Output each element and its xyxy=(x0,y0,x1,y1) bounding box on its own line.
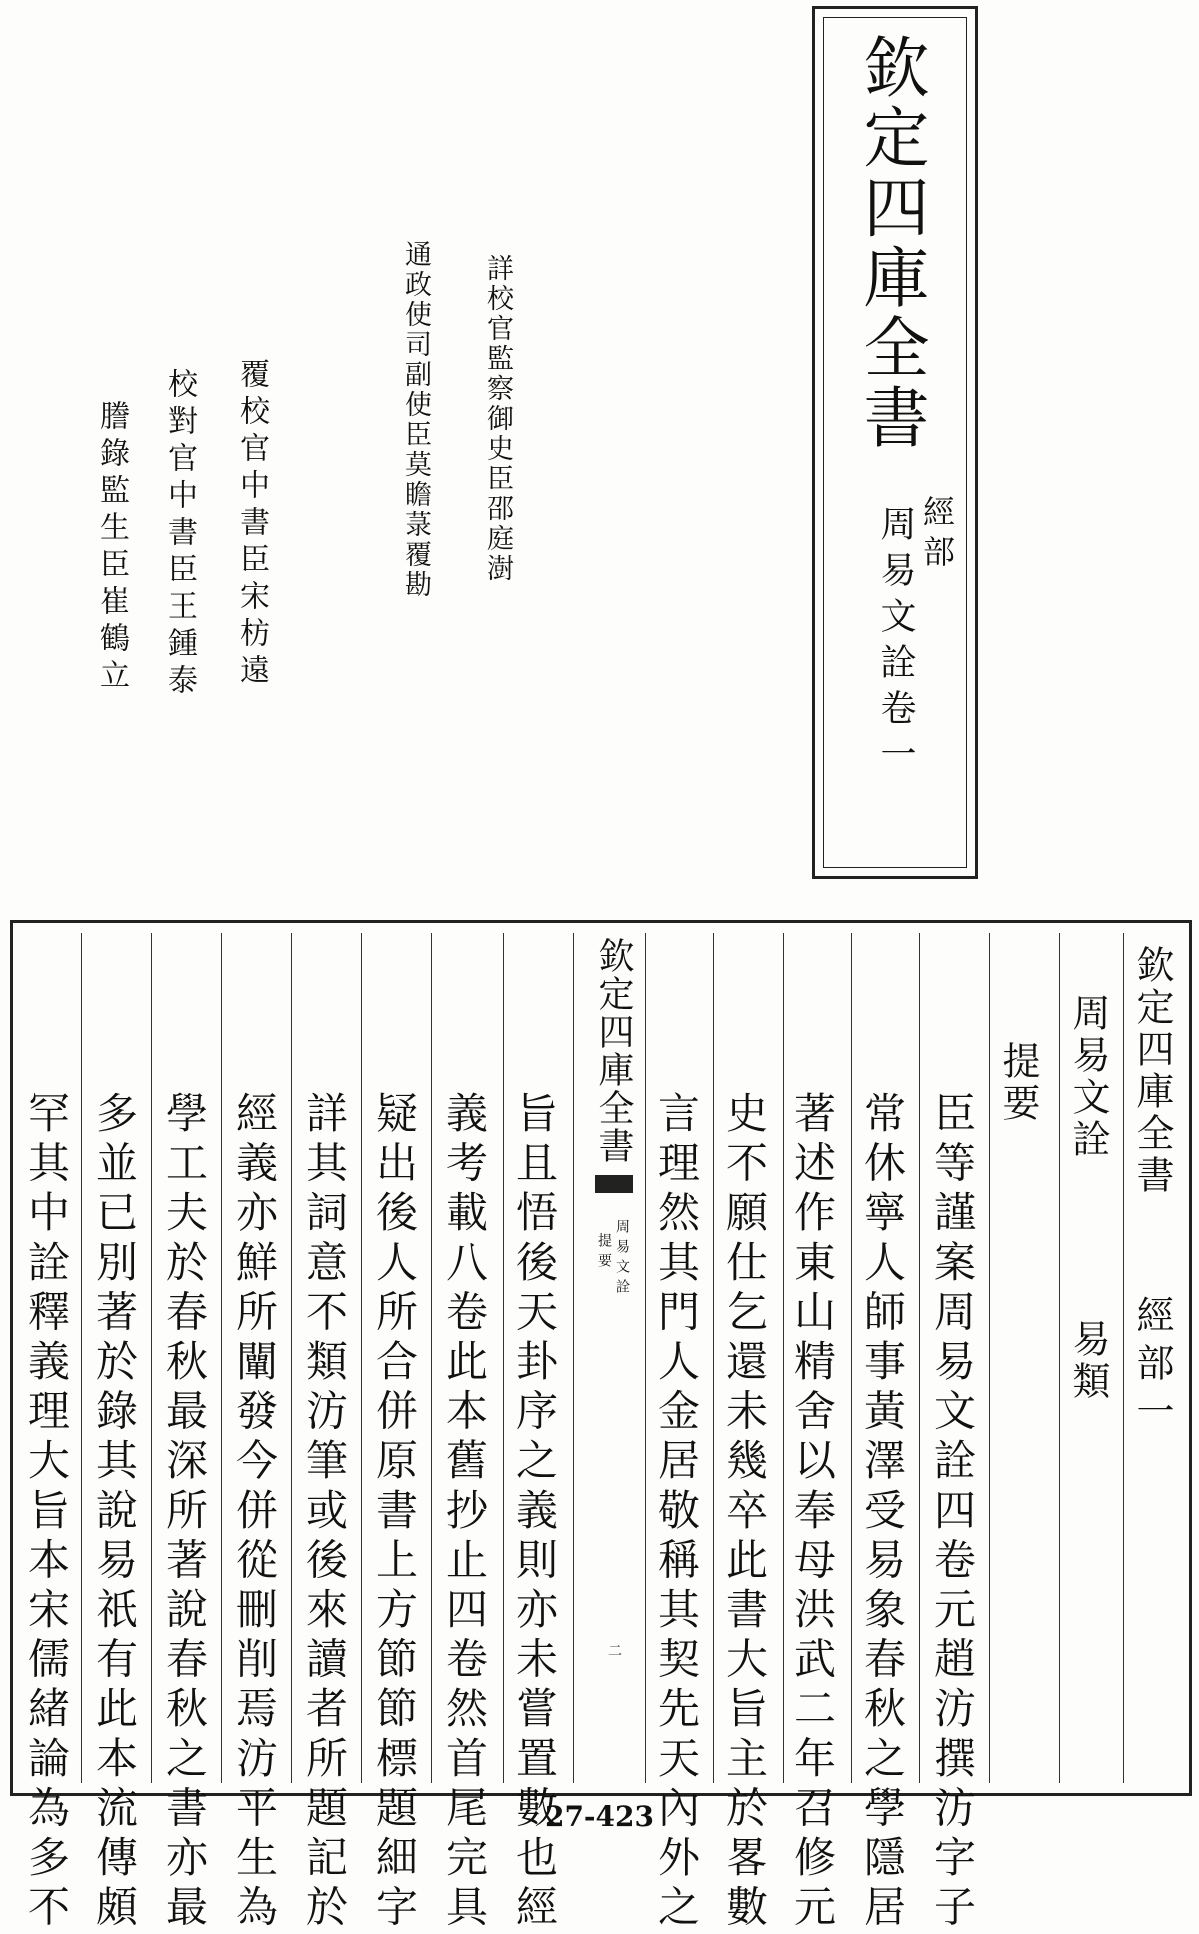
staff-re-collator: 覆校官中書臣宋枋遠 xyxy=(234,358,269,691)
gutter-book: 周易文詮 xyxy=(614,1219,630,1299)
staff-collator-detail-text: 詳校官監察御史臣邵庭澍 xyxy=(482,254,513,584)
cover-slip xyxy=(812,6,978,879)
body-line: 著述作東山精舍以奉母洪武二年召修元 xyxy=(788,1091,837,1934)
staff-collator-detail xyxy=(484,254,511,584)
column-rule xyxy=(361,933,362,1783)
body-line: 疑出後人所合併原書上方節節標題細字 xyxy=(370,1091,419,1934)
column-rule xyxy=(989,933,990,1783)
body-line: 旨且悟後天卦序之義則亦未嘗置數也經 xyxy=(510,1091,559,1934)
cover-volume: 周易文詮卷一 xyxy=(875,505,916,781)
body-line: 詳其詞意不類汸筆或後來讀者所題記於 xyxy=(300,1091,349,1934)
fishtail-mark xyxy=(595,1175,633,1193)
column-rule xyxy=(573,933,574,1783)
column-rule xyxy=(783,933,784,1783)
column-rule xyxy=(81,933,82,1783)
staff-copyist: 謄錄監生臣崔鶴立 xyxy=(94,400,129,696)
column-rule xyxy=(221,933,222,1783)
body-line: 罕其中詮釋義理大旨本宋儒緒論為多不 xyxy=(22,1091,71,1934)
column-rule xyxy=(291,933,292,1783)
gutter-section: 提要 xyxy=(596,1233,612,1273)
column-rule xyxy=(431,933,432,1783)
column-rule xyxy=(919,933,920,1783)
body-line: 言理然其門人金居敬稱其契先天內外之 xyxy=(652,1091,701,1934)
column-rule xyxy=(151,933,152,1783)
cover-title: 欽定四庫全書 xyxy=(852,33,929,453)
body-line: 多並已別著於錄其說易祇有此本流傳頗 xyxy=(90,1091,139,1934)
column-rule xyxy=(851,933,852,1783)
body-line: 經義亦鮮所闡發今併從刪削焉汸平生為 xyxy=(230,1091,279,1934)
page-number: 27-423 xyxy=(544,1800,655,1833)
column-rule xyxy=(645,933,646,1783)
column-rule xyxy=(1059,933,1060,1783)
page-gutter xyxy=(585,923,643,1793)
page-header-subcategory: 易類 xyxy=(1066,1319,1110,1403)
page-header-section: 提要 xyxy=(996,1041,1040,1125)
page-header-title: 欽定四庫全書 xyxy=(1130,945,1174,1197)
column-rule xyxy=(713,933,714,1783)
body-line: 臣等謹案周易文詮四卷元趙汸撰汸字子 xyxy=(928,1091,977,1934)
body-line: 義考載八卷此本舊抄止四卷然首尾完具 xyxy=(440,1091,489,1934)
body-line: 史不願仕乞還未幾卒此書大旨主於畧數 xyxy=(720,1091,769,1934)
body-line: 學工夫於春秋最深所著說春秋之書亦最 xyxy=(160,1091,209,1934)
staff-proofreader: 校對官中書臣王鍾泰 xyxy=(162,368,197,701)
page-header-category: 經部一 xyxy=(1130,1295,1174,1439)
body-line: 常休寧人師事黃澤受易象春秋之學隱居 xyxy=(858,1091,907,1934)
staff-reviewer-official-text: 通政使司副使臣莫瞻菉覆勘 xyxy=(400,240,431,600)
page-header-book: 周易文詮 xyxy=(1066,993,1110,1161)
gutter-title: 欽定四庫全書 xyxy=(593,937,634,1165)
cover-category: 經部 xyxy=(918,495,956,575)
gutter-page-mark: 二 xyxy=(606,1643,622,1663)
column-rule xyxy=(1123,933,1124,1783)
staff-reviewer-official xyxy=(402,240,429,600)
column-rule xyxy=(503,933,504,1783)
